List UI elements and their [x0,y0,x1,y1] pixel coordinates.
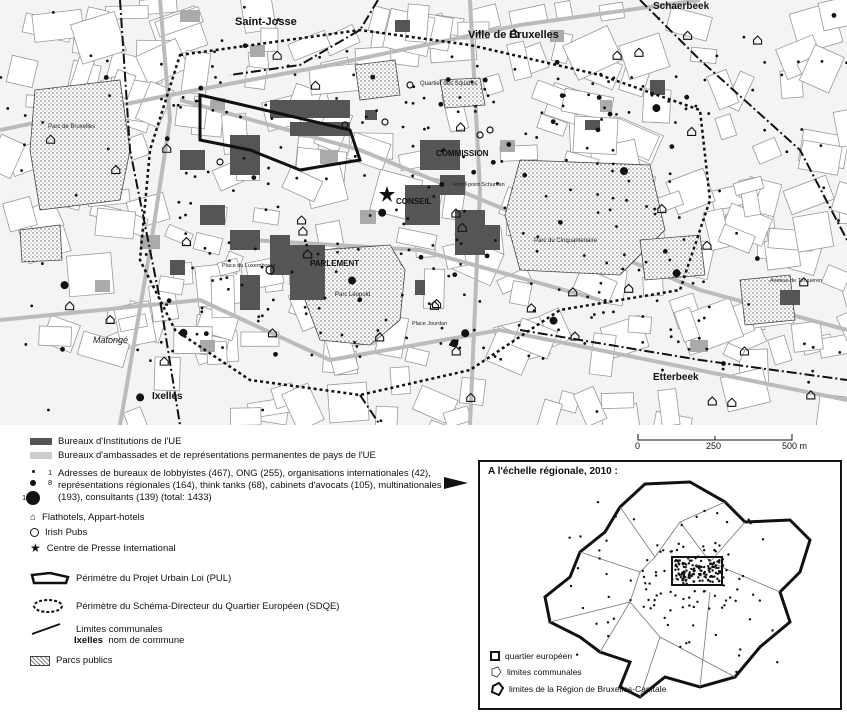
park-bruxelles [30,80,130,210]
inset-legend-region [490,682,666,696]
legend-lobby-text: Adresses de bureaux de lobbyistes (467), ONG (255), organisations internationales (42), représentations régionales (164), think tanks (68), cabinets d'avocats (105), multinationales (193), consultants (139) (total: 1433) [58,468,442,503]
pul-swatch [30,571,70,585]
label-parc-leopold: Parc Léopold [335,292,371,298]
size-8-label: 8 [48,478,53,487]
legend-press-centre-label: Centre de Presse International [46,542,176,554]
eu-office-swatch [30,438,52,445]
legend-flathotels [30,512,145,523]
legend-embassies [30,450,376,461]
label-ville-bruxelles: Ville de Bruxelles [468,29,559,41]
legend-commune-name [74,635,184,646]
star-icon: ★ [30,541,41,555]
commune-outline-icon [490,666,502,678]
label-schaerbeek: Schaerbeek [653,1,710,12]
label-parlement: PARLEMENT [310,259,360,268]
label-matonge: Matongé [93,335,129,345]
label-place-jourdan: Place Jourdan [412,321,448,327]
size-18-label: 18 [22,493,31,502]
square-icon [490,651,500,661]
legend-pul-label: Périmètre du Projet Urbain Loi (PUL) [76,572,232,584]
legend-limits-label: Limites communales [76,623,163,635]
legend-parks-label: Parcs publics [56,655,113,666]
legend-pul [30,571,231,585]
label-rond-point: Rond-point Schuman [453,182,505,188]
pub-circle-icon [30,528,39,537]
park-cinquantenaire [505,160,665,275]
limits-swatch [30,622,70,636]
legend-sdqe-label: Périmètre du Schéma-Directeur du Quartier Européen (SDQE) [76,600,340,612]
scale-tick-0: 0 [635,441,641,451]
regional-inset-map [478,460,842,710]
label-avenue-tervueren: Avenue de Tervueren [770,278,823,284]
embassy-swatch [30,452,52,459]
label-etterbeek: Etterbeek [653,372,699,383]
size-1-label: 1 [48,468,53,477]
legend-eu-offices [30,436,182,447]
label-quartier-squares: Quartier des Squares [420,81,478,87]
map-legend [0,428,480,713]
legend-eu-offices-label: Bureaux d'Institutions de l'UE [58,436,182,447]
label-ixelles: Ixelles [152,391,183,402]
label-parc-cinquantenaire: Parc du Cinquantenaire [534,238,598,244]
legend-press-centre [30,541,176,555]
commune-name-desc: nom de commune [108,635,185,646]
inset-legend-quartier [490,651,572,661]
dot-size-values [22,468,56,502]
sdqe-swatch [30,598,70,614]
label-saint-josse: Saint-Josse [235,16,297,28]
label-conseil: CONSEIL [396,197,432,206]
legend-embassies-label: Bureaux d'ambassades et de représentations permanentes de pays de l'UE [58,450,376,461]
legend-irish-pubs [30,527,87,538]
region-outline [545,482,810,697]
park-swatch [30,656,50,666]
legend-limits [30,622,163,636]
label-commission: COMMISSION [436,149,489,158]
inset-legend-limites-label: limites communales [507,667,582,677]
inset-legend-region-label: limites de la Région de Bruxelles-Capitale [509,684,667,694]
label-parc-bruxelles: Parc de Bruxelles [48,124,96,130]
arrow-to-inset-icon [444,473,480,493]
label-place-lux: Place du Luxembourg [222,263,276,269]
legend-parks [30,655,113,666]
legend-flathotels-label: Flathotels, Appart-hotels [42,512,145,523]
scale-bar [620,432,820,462]
scale-tick-250: 250 [706,441,722,451]
scale-tick-500: 500 m [782,441,808,451]
inset-legend-limites [490,666,582,678]
inset-legend-quartier-label: quartier européen [505,651,573,661]
legend-irish-pubs-label: Irish Pubs [45,527,88,538]
house-icon: ⌂ [30,512,37,523]
inset-title: A l'échelle régionale, 2010 : [488,466,618,477]
legend-sdqe [30,598,339,614]
commune-name-sample: Ixelles [74,635,104,646]
region-outline-icon [490,682,504,696]
